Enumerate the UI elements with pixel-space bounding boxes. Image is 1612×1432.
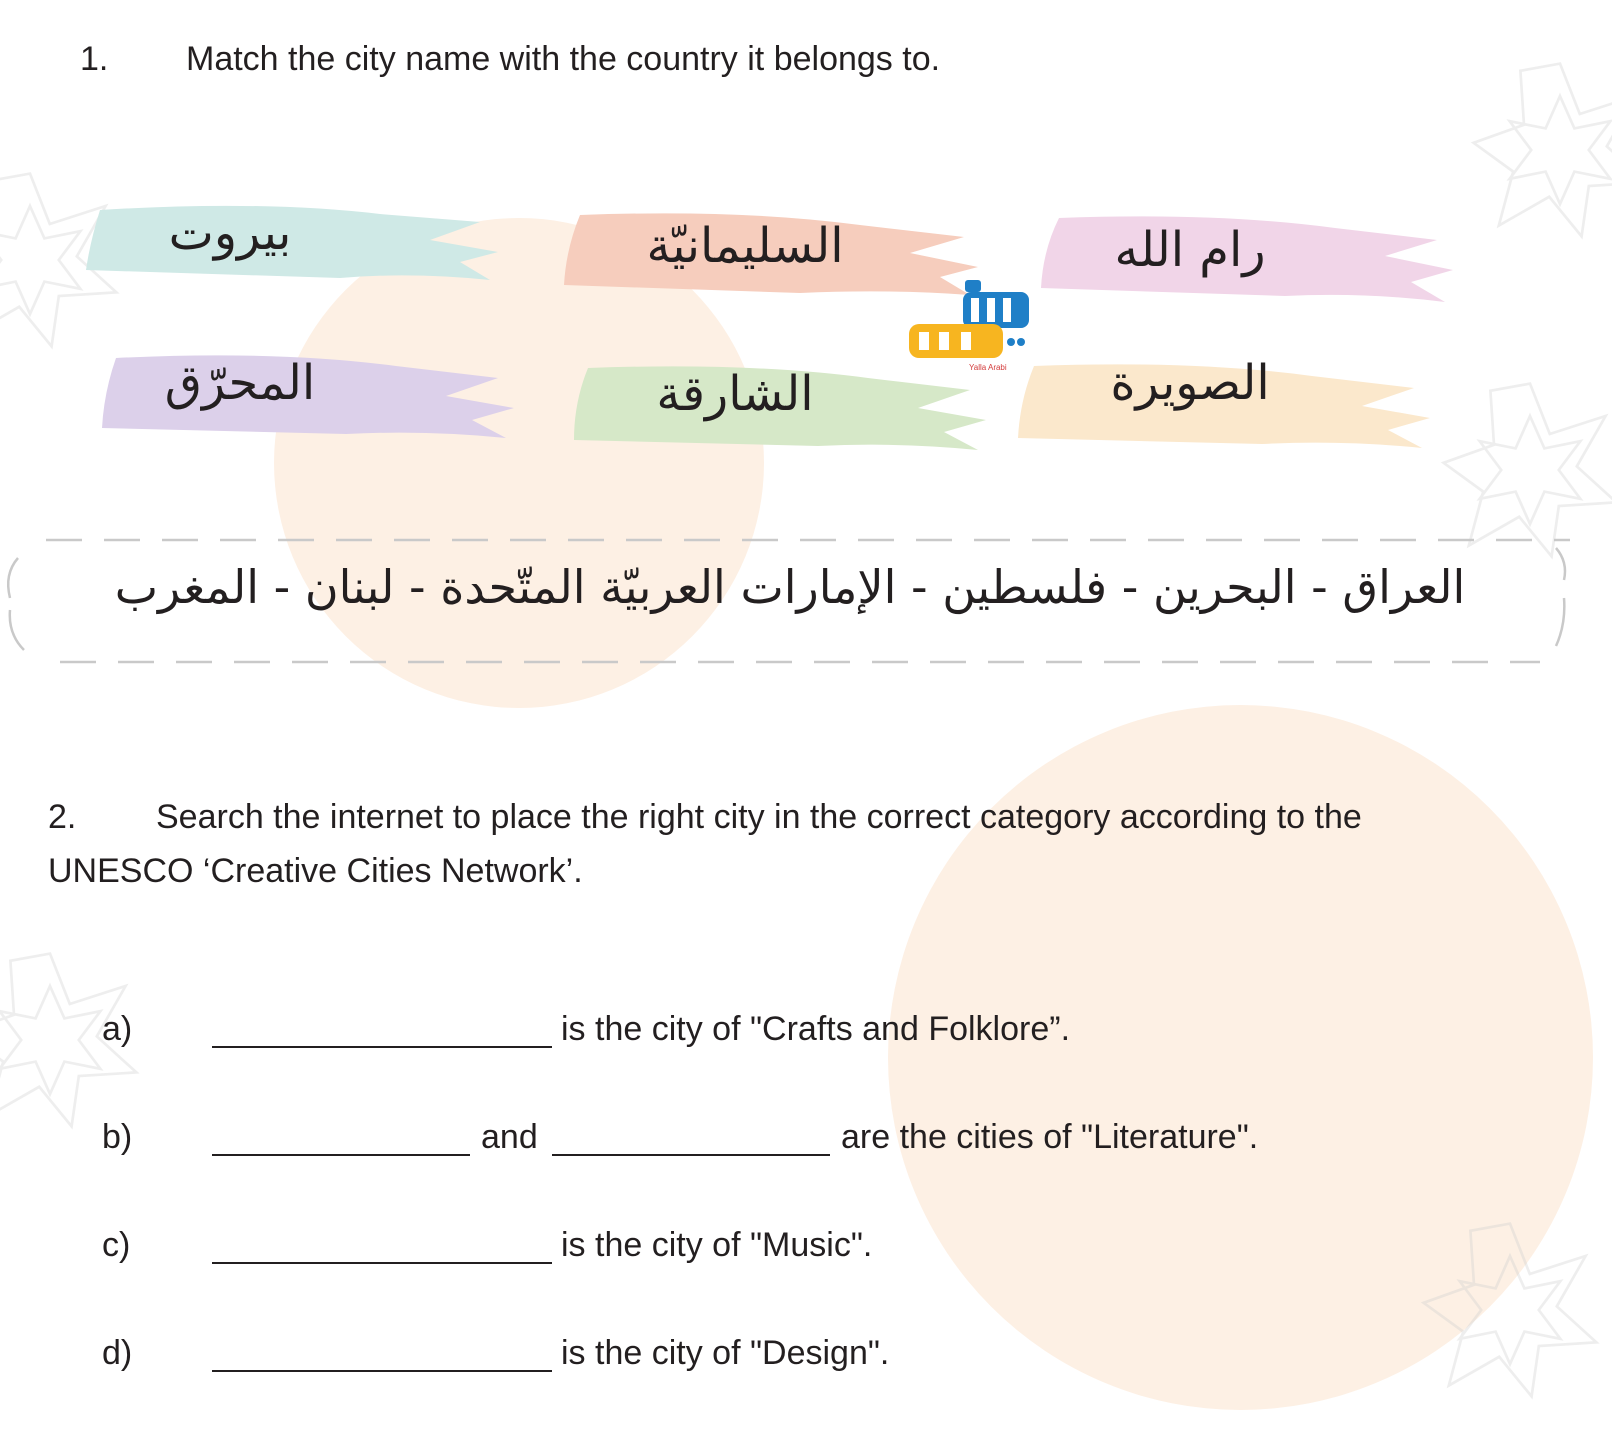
item-c-label: c) <box>102 1226 131 1264</box>
item-d-label: d) <box>102 1334 133 1372</box>
item-c-blank[interactable] <box>212 1262 552 1264</box>
item-a-text: is the city of "Crafts and Folklore”. <box>561 1010 1071 1048</box>
item-d-text: is the city of "Design". <box>561 1334 890 1372</box>
city-sulaymaniyah: السليمانيّة <box>646 218 844 274</box>
item-b-text: are the cities of "Literature". <box>841 1118 1259 1156</box>
question-1-prompt: Match the city name with the country it belongs to. <box>186 40 941 78</box>
word-bank-countries: العراق - البحرين - فلسطين - الإمارات العربيّة المتّحدة - لبنان - المغرب <box>114 560 1466 614</box>
city-muharraq: المحرّق <box>164 355 316 411</box>
item-d-blank[interactable] <box>212 1370 552 1372</box>
question-2 <box>48 798 1362 837</box>
item-b-joiner: and <box>481 1118 538 1156</box>
item-c-text: is the city of "Music". <box>561 1226 873 1264</box>
item-b-blank-2[interactable] <box>552 1154 830 1156</box>
yalla-arabi-logo <box>905 272 1035 382</box>
question-1 <box>80 40 941 79</box>
decorative-star-pattern-right-mid <box>1440 380 1612 560</box>
question-1-number: 1. <box>80 40 109 78</box>
city-sharjah: الشارقة <box>656 366 814 422</box>
question-2-number: 2. <box>48 798 77 836</box>
item-b-label: b) <box>102 1118 133 1156</box>
decorative-star-pattern-right-bottom <box>1420 1220 1600 1400</box>
decorative-star-pattern-right-top <box>1470 60 1612 240</box>
question-2-prompt-line1: Search the internet to place the right city in the correct category according to the <box>156 798 1362 836</box>
city-ramallah: رام الله <box>1114 222 1266 278</box>
logo-caption: Yalla Arabi <box>969 363 1007 372</box>
question-2-prompt-line2: UNESCO ‘Creative Cities Network’. <box>48 852 583 890</box>
city-essaouira: الصويرة <box>1110 355 1270 411</box>
item-b-blank-1[interactable] <box>212 1154 470 1156</box>
city-beirut: بيروت <box>168 205 292 261</box>
item-a-label: a) <box>102 1010 133 1048</box>
item-a-blank[interactable] <box>212 1046 552 1048</box>
